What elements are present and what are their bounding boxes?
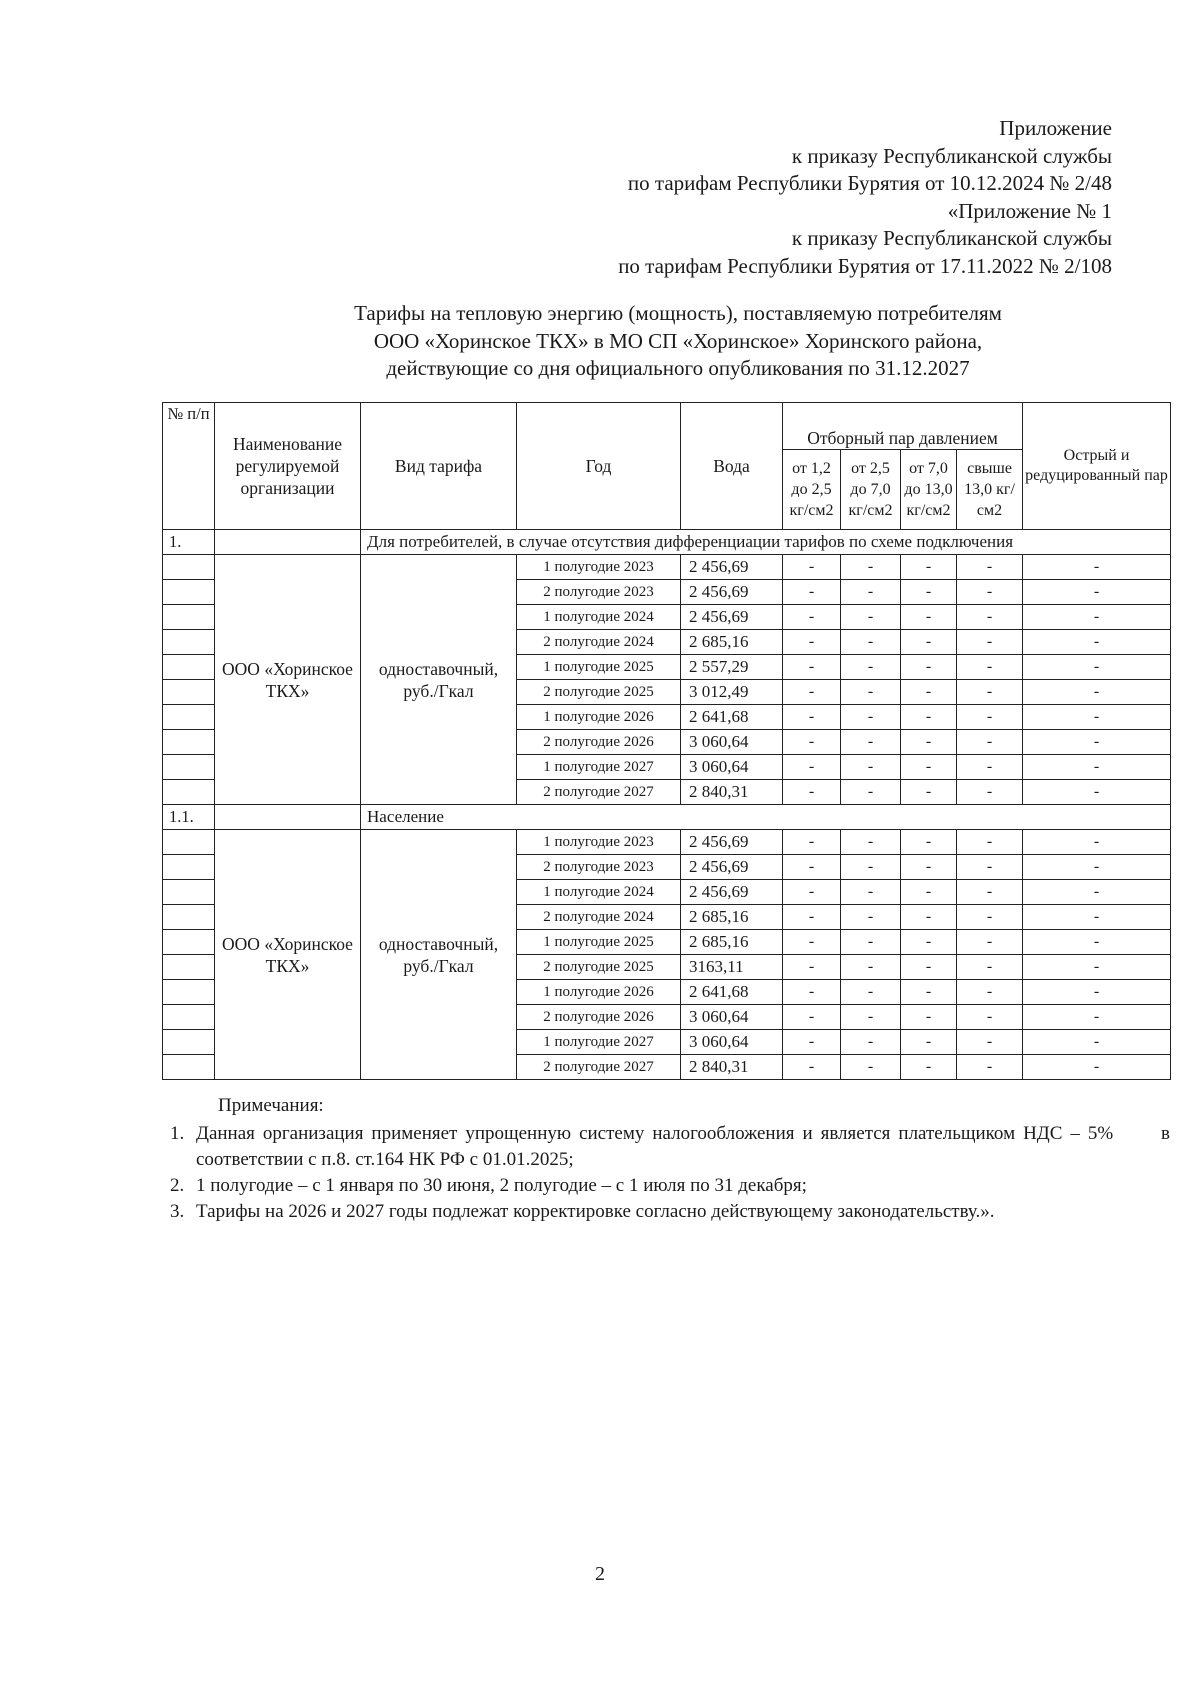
water-tariff-cell: 2 840,31 [681, 780, 783, 805]
row-number-cell [163, 1030, 215, 1055]
empty-tariff-cell: - [1023, 705, 1171, 730]
empty-tariff-cell: - [957, 655, 1023, 680]
empty-tariff-cell: - [1023, 955, 1171, 980]
empty-tariff-cell: - [957, 680, 1023, 705]
row-number-cell [163, 705, 215, 730]
note-number: 3. [170, 1201, 185, 1222]
empty-tariff-cell: - [901, 655, 957, 680]
empty-tariff-cell: - [841, 905, 901, 930]
empty-tariff-cell: - [841, 630, 901, 655]
empty-tariff-cell: - [1023, 930, 1171, 955]
empty-tariff-cell: - [1023, 655, 1171, 680]
header-org: Наименование регулируемой организации [215, 403, 361, 530]
empty-tariff-cell: - [901, 580, 957, 605]
tariff-table [162, 402, 1171, 1080]
water-tariff-cell: 2 456,69 [681, 880, 783, 905]
empty-tariff-cell: - [957, 830, 1023, 855]
row-number-cell [163, 980, 215, 1005]
section-label: Для потребителей, в случае отсутствия дифференциации тарифов по схеме подключения [361, 530, 1171, 555]
period-cell: 1 полугодие 2027 [517, 755, 681, 780]
empty-tariff-cell: - [841, 930, 901, 955]
header-line: по тарифам Республики Бурятия от 17.11.2022 № 2/108 [618, 253, 1112, 278]
tariff-table-body [163, 530, 1171, 1080]
row-number-cell [163, 905, 215, 930]
empty-tariff-cell: - [957, 980, 1023, 1005]
empty-tariff-cell: - [783, 755, 841, 780]
row-number-cell [163, 730, 215, 755]
header-pressure-4: свыше 13,0 кг/см2 [957, 450, 1023, 530]
note-item [170, 1199, 1170, 1225]
period-cell: 1 полугодие 2023 [517, 555, 681, 580]
header-sharp-steam: Острый и редуцированный пар [1023, 403, 1171, 530]
note-text: 1 полугодие – с 1 января по 30 июня, 2 полугодие – с 1 июля по 31 декабря; [196, 1175, 807, 1196]
empty-tariff-cell: - [1023, 630, 1171, 655]
row-number-cell [163, 630, 215, 655]
section-row [163, 530, 1171, 555]
section-number: 1.1. [163, 805, 215, 830]
empty-tariff-cell: - [901, 680, 957, 705]
row-number-cell [163, 605, 215, 630]
header-pressure-1: от 1,2 до 2,5 кг/см2 [783, 450, 841, 530]
header-num: № п/п [163, 403, 215, 530]
water-tariff-cell: 2 685,16 [681, 930, 783, 955]
empty-tariff-cell: - [957, 780, 1023, 805]
note-number: 2. [170, 1175, 185, 1196]
empty-tariff-cell: - [1023, 1030, 1171, 1055]
empty-tariff-cell: - [957, 555, 1023, 580]
empty-tariff-cell: - [901, 880, 957, 905]
empty-tariff-cell: - [1023, 780, 1171, 805]
empty-tariff-cell: - [901, 730, 957, 755]
empty-tariff-cell: - [783, 830, 841, 855]
empty-tariff-cell: - [1023, 830, 1171, 855]
empty-tariff-cell: - [957, 755, 1023, 780]
empty-tariff-cell: - [957, 880, 1023, 905]
row-number-cell [163, 955, 215, 980]
section-empty-cell [215, 530, 361, 555]
header-year: Год [517, 403, 681, 530]
water-tariff-cell: 2 456,69 [681, 555, 783, 580]
empty-tariff-cell: - [1023, 755, 1171, 780]
period-cell: 2 полугодие 2024 [517, 630, 681, 655]
period-cell: 1 полугодие 2023 [517, 830, 681, 855]
empty-tariff-cell: - [1023, 680, 1171, 705]
empty-tariff-cell: - [1023, 905, 1171, 930]
row-number-cell [163, 555, 215, 580]
water-tariff-cell: 2 641,68 [681, 705, 783, 730]
empty-tariff-cell: - [901, 630, 957, 655]
empty-tariff-cell: - [957, 605, 1023, 630]
empty-tariff-cell: - [783, 680, 841, 705]
empty-tariff-cell: - [841, 830, 901, 855]
empty-tariff-cell: - [1023, 555, 1171, 580]
table-row [163, 555, 1171, 580]
empty-tariff-cell: - [901, 780, 957, 805]
empty-tariff-cell: - [901, 1055, 957, 1080]
water-tariff-cell: 2 456,69 [681, 855, 783, 880]
organization-name: ООО «Хоринское ТКХ» [215, 555, 361, 805]
empty-tariff-cell: - [1023, 1005, 1171, 1030]
empty-tariff-cell: - [841, 1005, 901, 1030]
title-line: действующие со дня официального опубликования по 31.12.2027 [386, 356, 970, 380]
row-number-cell [163, 830, 215, 855]
header-line: «Приложение № 1 [947, 198, 1112, 223]
empty-tariff-cell: - [957, 905, 1023, 930]
empty-tariff-cell: - [841, 655, 901, 680]
header-pressure-3: от 7,0 до 13,0 кг/см2 [901, 450, 957, 530]
title-line: Тарифы на тепловую энергию (мощность), поставляемую потребителям [354, 301, 1002, 325]
header-selected-steam: Отборный пар давлением [783, 403, 1023, 450]
empty-tariff-cell: - [783, 555, 841, 580]
water-tariff-cell: 3 060,64 [681, 1030, 783, 1055]
empty-tariff-cell: - [841, 730, 901, 755]
period-cell: 1 полугодие 2026 [517, 980, 681, 1005]
empty-tariff-cell: - [841, 755, 901, 780]
empty-tariff-cell: - [783, 705, 841, 730]
water-tariff-cell: 2 456,69 [681, 830, 783, 855]
empty-tariff-cell: - [783, 980, 841, 1005]
empty-tariff-cell: - [841, 680, 901, 705]
empty-tariff-cell: - [783, 1055, 841, 1080]
water-tariff-cell: 3 060,64 [681, 755, 783, 780]
period-cell: 1 полугодие 2024 [517, 880, 681, 905]
row-number-cell [163, 755, 215, 780]
empty-tariff-cell: - [841, 1055, 901, 1080]
water-tariff-cell: 3163,11 [681, 955, 783, 980]
empty-tariff-cell: - [1023, 605, 1171, 630]
empty-tariff-cell: - [783, 905, 841, 930]
tariff-type: одноставочный, руб./Гкал [361, 555, 517, 805]
empty-tariff-cell: - [901, 855, 957, 880]
empty-tariff-cell: - [783, 955, 841, 980]
period-cell: 1 полугодие 2025 [517, 930, 681, 955]
header-pressure-2: от 2,5 до 7,0 кг/см2 [841, 450, 901, 530]
document-title [300, 300, 1056, 383]
empty-tariff-cell: - [841, 780, 901, 805]
section-empty-cell [215, 805, 361, 830]
empty-tariff-cell: - [1023, 980, 1171, 1005]
note-text: Данная организация применяет упрощенную систему налогообложения и является плательщиком НДС – 5% в соответствии с п.8. ст.164 НК РФ с 01.01.2025; [196, 1123, 1175, 1170]
empty-tariff-cell: - [783, 605, 841, 630]
empty-tariff-cell: - [1023, 880, 1171, 905]
note-number: 1. [170, 1123, 185, 1144]
empty-tariff-cell: - [901, 955, 957, 980]
empty-tariff-cell: - [957, 730, 1023, 755]
water-tariff-cell: 3 060,64 [681, 730, 783, 755]
empty-tariff-cell: - [901, 905, 957, 930]
empty-tariff-cell: - [841, 880, 901, 905]
empty-tariff-cell: - [783, 780, 841, 805]
empty-tariff-cell: - [783, 880, 841, 905]
empty-tariff-cell: - [957, 1005, 1023, 1030]
empty-tariff-cell: - [957, 1055, 1023, 1080]
water-tariff-cell: 2 456,69 [681, 580, 783, 605]
water-tariff-cell: 2 685,16 [681, 905, 783, 930]
empty-tariff-cell: - [783, 930, 841, 955]
empty-tariff-cell: - [841, 605, 901, 630]
tariff-type: одноставочный, руб./Гкал [361, 830, 517, 1080]
empty-tariff-cell: - [841, 580, 901, 605]
empty-tariff-cell: - [901, 980, 957, 1005]
empty-tariff-cell: - [957, 1030, 1023, 1055]
empty-tariff-cell: - [841, 955, 901, 980]
empty-tariff-cell: - [783, 580, 841, 605]
header-water: Вода [681, 403, 783, 530]
empty-tariff-cell: - [1023, 730, 1171, 755]
empty-tariff-cell: - [901, 755, 957, 780]
header-line: к приказу Республиканской службы [791, 226, 1112, 250]
empty-tariff-cell: - [901, 830, 957, 855]
period-cell: 2 полугодие 2024 [517, 905, 681, 930]
period-cell: 1 полугодие 2024 [517, 605, 681, 630]
header-line: по тарифам Республики Бурятия от 10.12.2024 № 2/48 [627, 171, 1112, 195]
section-label: Население [361, 805, 1171, 830]
water-tariff-cell: 2 456,69 [681, 605, 783, 630]
empty-tariff-cell: - [957, 705, 1023, 730]
empty-tariff-cell: - [957, 930, 1023, 955]
page-number: 2 [595, 1563, 605, 1585]
row-number-cell [163, 1005, 215, 1030]
row-number-cell [163, 655, 215, 680]
water-tariff-cell: 2 685,16 [681, 630, 783, 655]
empty-tariff-cell: - [783, 630, 841, 655]
period-cell: 2 полугодие 2026 [517, 730, 681, 755]
period-cell: 2 полугодие 2027 [517, 1055, 681, 1080]
period-cell: 2 полугодие 2025 [517, 680, 681, 705]
empty-tariff-cell: - [841, 1030, 901, 1055]
empty-tariff-cell: - [901, 705, 957, 730]
row-number-cell [163, 780, 215, 805]
title-line: ООО «Хоринское ТКХ» в МО СП «Хоринское» Хоринского района, [373, 328, 983, 353]
organization-name: ООО «Хоринское ТКХ» [215, 830, 361, 1080]
empty-tariff-cell: - [957, 955, 1023, 980]
notes [170, 1093, 1175, 1225]
row-number-cell [163, 930, 215, 955]
period-cell: 1 полугодие 2027 [517, 1030, 681, 1055]
note-text: Тарифы на 2026 и 2027 годы подлежат корректировке согласно действующему законодательству.». [196, 1201, 995, 1222]
empty-tariff-cell: - [1023, 1055, 1171, 1080]
empty-tariff-cell: - [1023, 580, 1171, 605]
period-cell: 2 полугодие 2023 [517, 580, 681, 605]
period-cell: 2 полугодие 2025 [517, 955, 681, 980]
row-number-cell [163, 880, 215, 905]
empty-tariff-cell: - [841, 705, 901, 730]
row-number-cell [163, 855, 215, 880]
empty-tariff-cell: - [957, 580, 1023, 605]
row-number-cell [163, 680, 215, 705]
water-tariff-cell: 2 840,31 [681, 1055, 783, 1080]
empty-tariff-cell: - [901, 1005, 957, 1030]
empty-tariff-cell: - [957, 855, 1023, 880]
water-tariff-cell: 3 012,49 [681, 680, 783, 705]
empty-tariff-cell: - [783, 730, 841, 755]
section-row [163, 805, 1171, 830]
empty-tariff-cell: - [783, 1030, 841, 1055]
table-row [163, 830, 1171, 855]
appendix-header [492, 115, 1112, 280]
period-cell: 1 полугодие 2026 [517, 705, 681, 730]
empty-tariff-cell: - [783, 655, 841, 680]
empty-tariff-cell: - [901, 1030, 957, 1055]
header-line: Приложение [999, 116, 1112, 140]
water-tariff-cell: 2 641,68 [681, 980, 783, 1005]
empty-tariff-cell: - [1023, 855, 1171, 880]
header-tariff-type: Вид тарифа [361, 403, 517, 530]
empty-tariff-cell: - [901, 605, 957, 630]
period-cell: 2 полугодие 2027 [517, 780, 681, 805]
notes-heading: Примечания: [218, 1095, 324, 1116]
empty-tariff-cell: - [783, 1005, 841, 1030]
note-item [170, 1121, 1175, 1173]
period-cell: 2 полугодие 2026 [517, 1005, 681, 1030]
row-number-cell [163, 1055, 215, 1080]
empty-tariff-cell: - [841, 855, 901, 880]
water-tariff-cell: 3 060,64 [681, 1005, 783, 1030]
water-tariff-cell: 2 557,29 [681, 655, 783, 680]
note-item [170, 1173, 1170, 1199]
empty-tariff-cell: - [957, 630, 1023, 655]
header-line: к приказу Республиканской службы [791, 143, 1112, 168]
empty-tariff-cell: - [841, 980, 901, 1005]
section-number: 1. [163, 530, 215, 555]
period-cell: 1 полугодие 2025 [517, 655, 681, 680]
empty-tariff-cell: - [901, 555, 957, 580]
empty-tariff-cell: - [841, 555, 901, 580]
row-number-cell [163, 580, 215, 605]
empty-tariff-cell: - [901, 930, 957, 955]
empty-tariff-cell: - [783, 855, 841, 880]
period-cell: 2 полугодие 2023 [517, 855, 681, 880]
